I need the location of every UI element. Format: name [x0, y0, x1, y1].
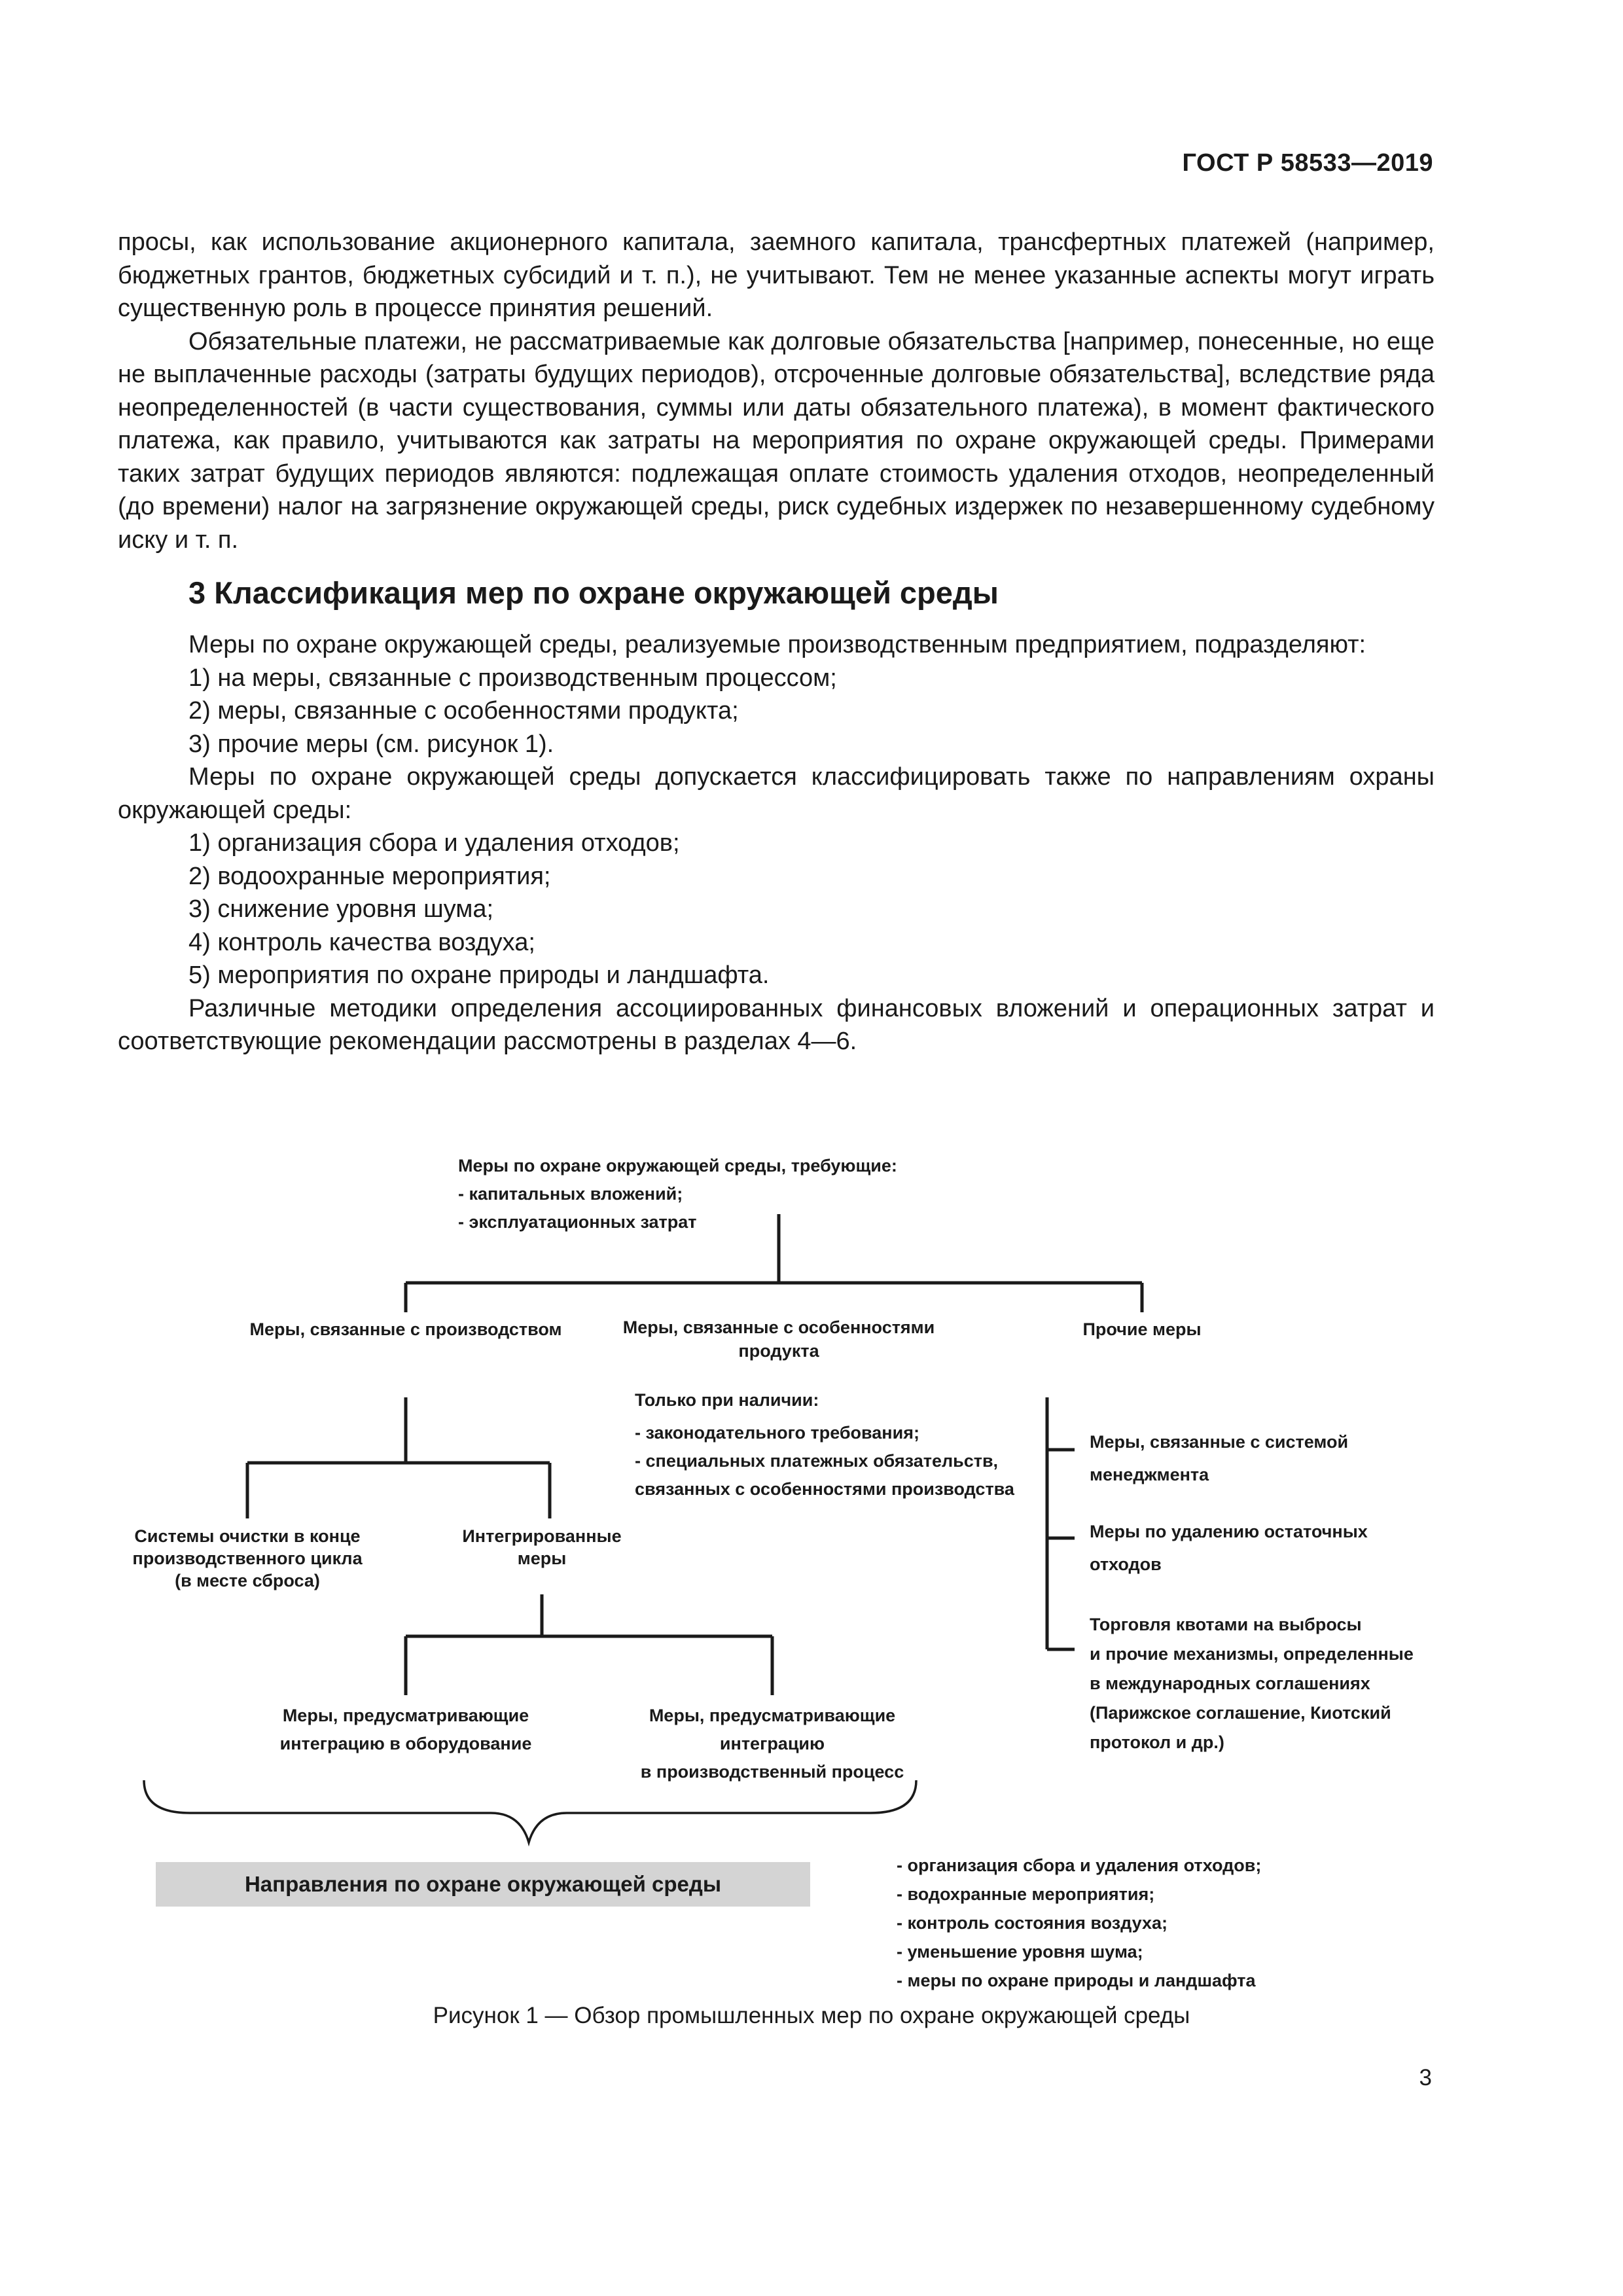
node-integ-process-line: Меры, предусматривающие [649, 1706, 896, 1725]
node-integ-equipment-line: интеграцию в оборудование [279, 1734, 532, 1753]
other-item-line: (Парижское соглашение, Киотский [1090, 1703, 1391, 1723]
other-item-emission-trading [1090, 1610, 1414, 1757]
product-note-item: - специальных платежных обязательств, [635, 1451, 999, 1471]
node-integrated [462, 1525, 621, 1570]
node-product-line: продукта [738, 1341, 819, 1361]
direction-item: - уменьшение уровня шума; [897, 1942, 1143, 1962]
other-item-residual-waste [1090, 1515, 1368, 1581]
other-item-line: отходов [1090, 1554, 1162, 1574]
direction-item: - меры по охране природы и ландшафта [897, 1971, 1256, 1990]
paragraph: просы, как использование акционерного капитала, заемного капитала, трансфертных платежей (например, бюджетных грантов, бюджетных субсидий и т. п.), не учитывают. Тем не менее указанные аспекты могут играть существенную роль в процессе принятия решений. [118, 228, 1435, 322]
directions-list [897, 1851, 1261, 1995]
list-item: 3) снижение уровня шума; [188, 895, 494, 923]
node-production: Меры, связанные с производством [249, 1319, 562, 1339]
page-number: 3 [1419, 2065, 1432, 2090]
other-item-line: Торговля квотами на выбросы [1090, 1615, 1362, 1634]
root-item: - эксплуатационных затрат [458, 1212, 697, 1232]
curly-brace [144, 1780, 916, 1842]
other-item-line: протокол и др.) [1090, 1732, 1224, 1752]
figure-caption: Рисунок 1 — Обзор промышленных мер по охране окружающей среды [433, 2003, 1190, 2028]
classification-diagram [118, 1152, 1440, 2042]
node-end-of-pipe [132, 1525, 362, 1592]
document-code: ГОСТ Р 58533—2019 [1182, 149, 1433, 177]
root-item: - капитальных вложений; [458, 1184, 683, 1204]
node-integrated-line: Интегрированные [462, 1526, 622, 1546]
section-title: 3 Классификация мер по охране окружающей среды [188, 575, 999, 610]
directions-banner: Направления по охране окружающей среды [156, 1862, 810, 1907]
other-item-line: Меры по удалению остаточных [1090, 1522, 1368, 1541]
product-note-item: - законодательного требования; [635, 1423, 919, 1443]
direction-item: - водохранные мероприятия; [897, 1884, 1155, 1904]
product-note-item: связанных с особенностями производства [635, 1479, 1014, 1499]
paragraph: Различные методики определения ассоциированных финансовых вложений и операционных затрат и соответствующие рекомендации рассмотрены в разделах 4—6. [118, 994, 1435, 1055]
node-integ-equipment [280, 1702, 532, 1758]
list-item: 2) водоохранные мероприятия; [188, 862, 551, 890]
list-item: 2) меры, связанные с особенностями продукта; [188, 697, 739, 725]
node-end-of-pipe-line: (в месте сброса) [175, 1571, 320, 1590]
other-item-line: и прочие механизмы, определенные [1090, 1644, 1414, 1664]
other-item-line: в международных соглашениях [1090, 1674, 1370, 1693]
other-item-line: Меры, связанные с системой [1090, 1432, 1349, 1452]
product-note-title: Только при наличии: [635, 1390, 819, 1410]
list-item: 5) мероприятия по охране природы и ландшафта. [188, 961, 770, 989]
other-item-management [1090, 1426, 1348, 1491]
node-integ-process [641, 1702, 904, 1786]
direction-item: - организация сбора и удаления отходов; [897, 1856, 1262, 1875]
node-product [623, 1316, 935, 1363]
list-item: 4) контроль качества воздуха; [188, 928, 535, 956]
node-other: Прочие меры [1082, 1319, 1202, 1339]
node-product-line: Меры, связанные с особенностями [622, 1318, 935, 1337]
paragraph: Меры по охране окружающей среды, реализуемые производственным предприятием, подразделяют: [188, 631, 1366, 658]
root-title: Меры по охране окружающей среды, требующие: [458, 1156, 897, 1175]
node-end-of-pipe-line: производственного цикла [132, 1549, 363, 1568]
list-item: 3) прочие меры (см. рисунок 1). [188, 730, 554, 758]
list-item: 1) организация сбора и удаления отходов; [188, 829, 680, 857]
node-integ-process-line: в производственный процесс [640, 1762, 904, 1782]
list-item: 1) на меры, связанные с производственным процессом; [188, 664, 837, 692]
paragraph: Обязательные платежи, не рассматриваемые как долговые обязательства [например, понесенные, но еще не выплаченные расходы (затраты будущих периодов), отсроченные долговые обязательства], вследствие ряда неопределенностей (в части существования, суммы или даты обязательного платежа), в момент фактического платежа, как правило, учитываются как затраты на мероприятия по охране окружающей среды. Примерами таких затрат будущих периодов являются: подлежащая оплате стоимость удаления отходов, неопределенный (до времени) налог на загрязнение окружающей среды, риск судебных издержек по незавершенному судебному иску и т. п. [118, 327, 1435, 554]
direction-item: - контроль состояния воздуха; [897, 1913, 1168, 1933]
node-end-of-pipe-line: Системы очистки в конце [134, 1526, 361, 1546]
other-item-line: менеджмента [1090, 1465, 1209, 1484]
node-integ-equipment-line: Меры, предусматривающие [282, 1706, 529, 1725]
body-text [118, 226, 1435, 1058]
node-integ-process-line: интеграцию [719, 1734, 825, 1753]
paragraph: Меры по охране окружающей среды допускается классифицировать также по направлениям охраны окружающей среды: [118, 763, 1435, 824]
node-integrated-line: меры [517, 1549, 567, 1568]
